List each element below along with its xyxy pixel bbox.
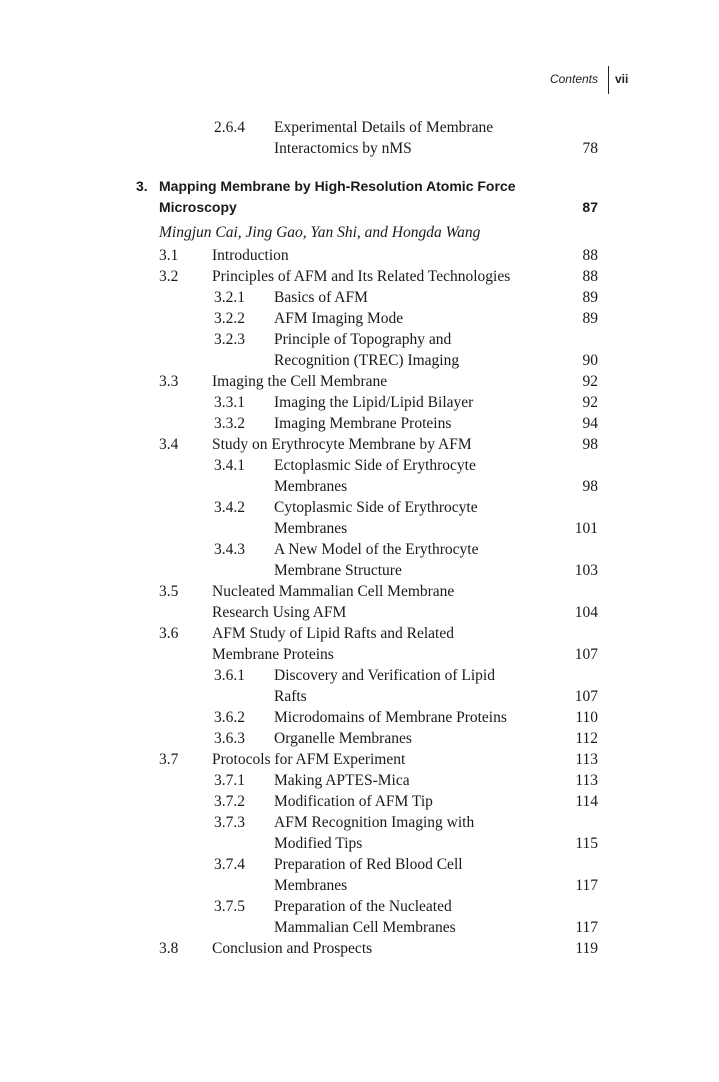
section-number: 3.7.1 — [214, 772, 245, 789]
entry-title[interactable]: A New Model of the Erythrocyte — [274, 541, 479, 558]
entry-title[interactable]: Basics of AFM — [274, 289, 368, 306]
section-number: 3.2 — [159, 268, 179, 285]
toc-entry-line — [0, 117, 719, 138]
toc-entry-line — [0, 138, 719, 159]
section-number: 3.2.2 — [214, 310, 245, 327]
toc-entry-line — [0, 728, 719, 749]
section-number: 3.1 — [159, 247, 179, 264]
page-number[interactable]: 119 — [575, 940, 598, 957]
page-number[interactable]: 92 — [582, 373, 598, 390]
entry-title[interactable]: Nucleated Mammalian Cell Membrane — [212, 583, 455, 600]
page-number[interactable]: 113 — [575, 751, 598, 768]
page-number[interactable]: 88 — [582, 268, 598, 285]
toc-entry-line — [0, 371, 719, 392]
entry-title[interactable]: Experimental Details of Membrane — [274, 119, 494, 136]
entry-title[interactable]: Imaging the Cell Membrane — [212, 373, 388, 390]
page-number[interactable]: 89 — [582, 289, 598, 306]
toc-entry-line — [0, 539, 719, 560]
section-number: 3.6.1 — [214, 667, 245, 684]
running-head-page-number: vii — [615, 72, 629, 86]
section-number: 3.4.2 — [214, 499, 245, 516]
entry-title[interactable]: Recognition (TREC) Imaging — [274, 352, 460, 369]
entry-title[interactable]: Membranes — [274, 877, 348, 894]
section-number: 3.8 — [159, 940, 179, 957]
entry-title[interactable]: AFM Study of Lipid Rafts and Related — [212, 625, 454, 642]
toc-entry-line — [0, 623, 719, 644]
toc-entry-line — [0, 581, 719, 602]
entry-title[interactable]: AFM Recognition Imaging with — [274, 814, 475, 831]
authors-text[interactable]: Mingjun Cai, Jing Gao, Yan Shi, and Hongda Wang — [159, 224, 481, 241]
entry-title[interactable]: AFM Imaging Mode — [274, 310, 404, 327]
toc-entry-line — [0, 266, 719, 287]
toc-entry-line — [0, 665, 719, 686]
section-number: 3.7.3 — [214, 814, 245, 831]
entry-title[interactable]: Protocols for AFM Experiment — [212, 751, 406, 768]
entry-title[interactable]: Interactomics by nMS — [274, 140, 412, 157]
entry-title[interactable]: Research Using AFM — [212, 604, 347, 621]
toc-entry-line — [0, 308, 719, 329]
toc-entry-line — [0, 896, 719, 917]
entry-title[interactable]: Principle of Topography and — [274, 331, 452, 348]
toc-entry-line — [0, 707, 719, 728]
entry-title[interactable]: Mammalian Cell Membranes — [274, 919, 456, 936]
entry-title[interactable]: Modification of AFM Tip — [274, 793, 433, 810]
toc-entry-line — [0, 329, 719, 350]
running-head-label: Contents — [549, 72, 598, 86]
page-number[interactable]: 101 — [574, 520, 598, 537]
section-number: 3.6.2 — [214, 709, 245, 726]
section-number: 3.7.2 — [214, 793, 245, 810]
page-number[interactable]: 98 — [582, 478, 598, 495]
page-number[interactable]: 112 — [575, 730, 598, 747]
toc-entry-line — [0, 434, 719, 455]
toc-entry-line — [0, 791, 719, 812]
page-number[interactable]: 107 — [574, 646, 598, 663]
page-number[interactable]: 90 — [582, 352, 598, 369]
toc-entry-line — [0, 245, 719, 266]
section-number: 3.6.3 — [214, 730, 245, 747]
chapter-title-line — [0, 176, 719, 197]
toc-entry-line — [0, 392, 719, 413]
section-number: 3.7.4 — [214, 856, 245, 873]
entry-title[interactable]: Imaging Membrane Proteins — [274, 415, 452, 432]
section-number: 2.6.4 — [214, 119, 245, 136]
section-number: 3.3 — [159, 373, 179, 390]
page-number[interactable]: 107 — [574, 688, 598, 705]
toc-entry-line — [0, 938, 719, 959]
section-number: 3.7.5 — [214, 898, 245, 915]
toc-entry-line — [0, 476, 719, 497]
entry-title[interactable]: Modified Tips — [274, 835, 363, 852]
entry-title[interactable]: Imaging the Lipid/Lipid Bilayer — [274, 394, 474, 411]
toc-entry-line — [0, 350, 719, 371]
entry-title[interactable]: Microscopy — [159, 199, 237, 215]
page-number[interactable]: 103 — [574, 562, 598, 579]
section-number: 3.7 — [159, 751, 179, 768]
entry-title[interactable]: Study on Erythrocyte Membrane by AFM — [212, 436, 472, 453]
toc-entry-line — [0, 455, 719, 476]
section-number: 3.2.3 — [214, 331, 245, 348]
page-number[interactable]: 92 — [582, 394, 598, 411]
page-number[interactable]: 110 — [575, 709, 598, 726]
toc-entry-line — [0, 497, 719, 518]
entry-title[interactable]: Ectoplasmic Side of Erythrocyte — [274, 457, 476, 474]
section-number: 3.5 — [159, 583, 179, 600]
entry-title[interactable]: Mapping Membrane by High-Resolution Atomic Force — [159, 178, 516, 194]
page-number[interactable]: 98 — [582, 436, 598, 453]
chapter-title-line — [0, 197, 719, 218]
toc-entry-line — [0, 644, 719, 665]
page-number[interactable]: 114 — [575, 793, 598, 810]
section-number: 3.6 — [159, 625, 179, 642]
toc-entry-line — [0, 749, 719, 770]
running-head — [0, 70, 719, 94]
page-number[interactable]: 88 — [582, 247, 598, 264]
toc-entry-line — [0, 686, 719, 707]
entry-title[interactable]: Microdomains of Membrane Proteins — [274, 709, 507, 726]
section-number: 3.3.2 — [214, 415, 245, 432]
section-number: 3.4 — [159, 436, 179, 453]
entry-title[interactable]: Preparation of Red Blood Cell — [274, 856, 463, 873]
entry-title[interactable]: Introduction — [212, 247, 289, 264]
page-number[interactable]: 115 — [575, 835, 598, 852]
toc-entry-line — [0, 287, 719, 308]
page-number[interactable]: 94 — [582, 415, 598, 432]
chapter-authors — [0, 222, 719, 243]
entry-title[interactable]: Rafts — [274, 688, 307, 705]
toc-entry-line — [0, 812, 719, 833]
entry-title[interactable]: Membranes — [274, 520, 348, 537]
chapter-number: 3. — [136, 178, 148, 194]
toc-entry-line — [0, 833, 719, 854]
section-number: 3.3.1 — [214, 394, 245, 411]
page-number[interactable]: 104 — [574, 604, 598, 621]
entry-title[interactable]: Organelle Membranes — [274, 730, 412, 747]
section-number: 3.4.1 — [214, 457, 245, 474]
toc-entry-line — [0, 560, 719, 581]
entry-title[interactable]: Making APTES-Mica — [274, 772, 410, 789]
page-number[interactable]: 78 — [582, 140, 598, 157]
section-number: 3.2.1 — [214, 289, 245, 306]
entry-title[interactable]: Membranes — [274, 478, 348, 495]
toc-entry-line — [0, 413, 719, 434]
page-number[interactable]: 113 — [575, 772, 598, 789]
entry-title[interactable]: Preparation of the Nucleated — [274, 898, 452, 915]
entry-title[interactable]: Principles of AFM and Its Related Technologies — [212, 268, 511, 285]
entry-title[interactable]: Discovery and Verification of Lipid — [274, 667, 495, 684]
entry-title[interactable]: Membrane Proteins — [212, 646, 334, 663]
running-head-divider — [608, 66, 609, 94]
toc-entry-line — [0, 518, 719, 539]
page-number[interactable]: 117 — [575, 877, 598, 894]
entry-title[interactable]: Cytoplasmic Side of Erythrocyte — [274, 499, 478, 516]
page-number[interactable]: 89 — [582, 310, 598, 327]
entry-title[interactable]: Membrane Structure — [274, 562, 402, 579]
page-number[interactable]: 87 — [582, 199, 598, 215]
toc-entry-line — [0, 602, 719, 623]
entry-title[interactable]: Conclusion and Prospects — [212, 940, 373, 957]
toc-entry-line — [0, 854, 719, 875]
page-number[interactable]: 117 — [575, 919, 598, 936]
toc-entry-line — [0, 917, 719, 938]
section-number: 3.4.3 — [214, 541, 245, 558]
toc-entry-line — [0, 770, 719, 791]
toc-entry-line — [0, 875, 719, 896]
